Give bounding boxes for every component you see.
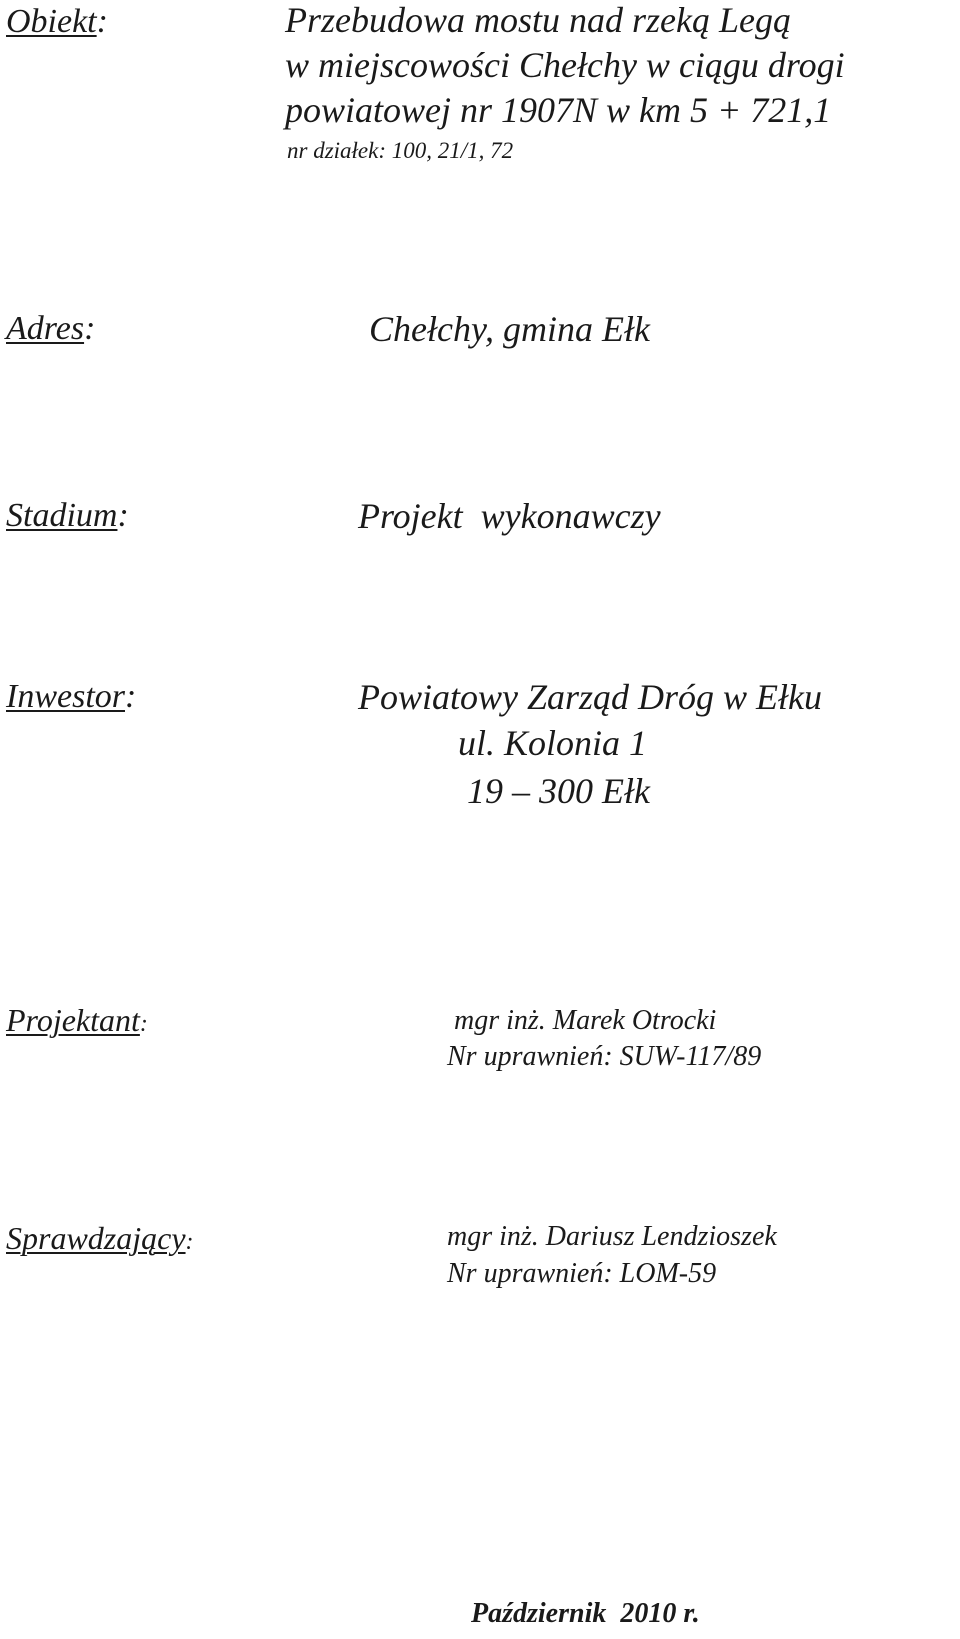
obiekt-line-1: Przebudowa mostu nad rzeką Legą	[285, 0, 791, 40]
stadium-value: Projekt wykonawczy	[358, 496, 661, 536]
inwestor-label-colon: :	[125, 678, 137, 715]
stadium-label-text: Stadium	[6, 497, 118, 534]
obiekt-label	[6, 2, 108, 42]
obiekt-parcels: nr działek: 100, 21/1, 72	[287, 138, 514, 163]
sprawdzajacy-name: mgr inż. Dariusz Lendzioszek	[447, 1221, 777, 1252]
adres-label-colon: :	[84, 310, 96, 347]
projektant-license: Nr uprawnień: SUW-117/89	[447, 1041, 762, 1072]
stadium-label-colon: :	[117, 497, 129, 534]
projektant-name: mgr inż. Marek Otrocki	[454, 1005, 717, 1036]
inwestor-label	[6, 677, 136, 717]
stadium-label	[6, 496, 129, 536]
adres-value: Chełchy, gmina Ełk	[369, 309, 650, 349]
inwestor-label-text: Inwestor	[6, 678, 125, 715]
projektant-label	[6, 1000, 148, 1044]
inwestor-line-2: ul. Kolonia 1	[458, 723, 648, 763]
adres-label-text: Adres	[6, 310, 85, 347]
inwestor-line-3: 19 – 300 Ełk	[467, 771, 650, 811]
obiekt-line-3: powiatowej nr 1907N w km 5 + 721,1	[285, 90, 832, 130]
sprawdzajacy-license: Nr uprawnień: LOM-59	[447, 1258, 717, 1289]
projektant-label-text: Projektant	[6, 1002, 140, 1038]
projektant-label-colon: :	[139, 1011, 148, 1037]
obiekt-label-colon: :	[96, 3, 108, 40]
obiekt-label-text: Obiekt	[6, 3, 97, 40]
sprawdzajacy-label-text: Sprawdzający	[6, 1220, 186, 1256]
obiekt-line-2: w miejscowości Chełchy w ciągu drogi	[285, 45, 845, 85]
adres-label	[6, 309, 95, 349]
inwestor-line-1: Powiatowy Zarząd Dróg w Ełku	[358, 677, 823, 717]
sprawdzajacy-label-colon: :	[185, 1229, 194, 1255]
document-date: Październik 2010 r.	[471, 1598, 700, 1629]
sprawdzajacy-label	[6, 1218, 194, 1262]
